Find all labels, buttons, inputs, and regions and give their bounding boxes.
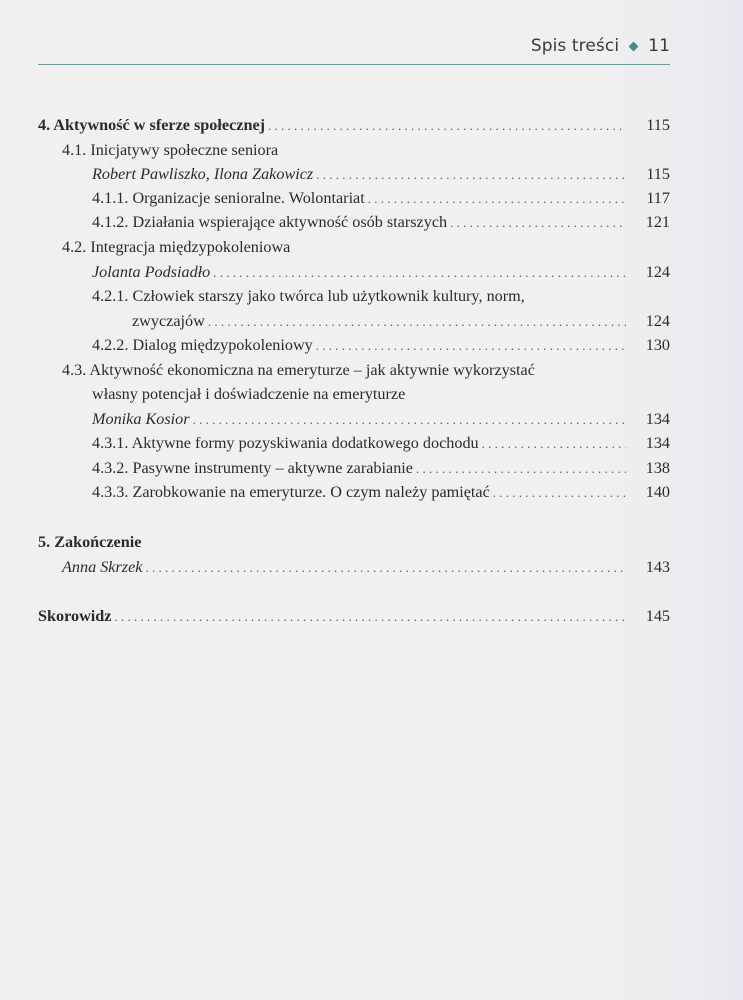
toc-entry-line <box>92 211 670 234</box>
leader-dots <box>268 115 626 137</box>
toc-page-number: 124 <box>645 263 670 281</box>
toc-entry-chapter <box>0 114 743 136</box>
toc-entry-chapter <box>0 531 743 553</box>
leader-dots <box>368 188 626 210</box>
toc-entry-author-names: Jolanta Podsiadło <box>92 263 211 281</box>
toc-entry-title: 4.3.1. Aktywne formy pozyskiwania dodatkowego dochodu <box>92 434 479 452</box>
toc-entry-line <box>38 531 141 553</box>
toc-entry-title: 4.2. Integracja międzypokoleniowa <box>62 238 291 256</box>
toc-entry-title: 4.2.1. Człowiek starszy jako twórca lub użytkownik kultury, norm, <box>92 287 525 305</box>
toc-page-number: 143 <box>645 558 670 576</box>
running-header <box>531 36 670 56</box>
toc-entry-section <box>0 359 743 381</box>
toc-entry-title: 4.3.3. Zarobkowanie na emeryturze. O czym należy pamiętać <box>92 483 490 501</box>
toc-entry-section <box>0 236 743 258</box>
toc-entry-section <box>0 139 743 161</box>
toc-entry-title: 4. Aktywność w sferze społecznej <box>38 116 266 134</box>
diamond-icon <box>629 41 639 51</box>
section-title: Spis treści <box>530 36 620 56</box>
toc-entry-title: zwyczajów <box>132 312 205 330</box>
toc-entry-line <box>92 383 405 405</box>
toc-entry-line <box>38 605 670 628</box>
toc-entry-subsection <box>0 187 743 209</box>
toc-page-number: 121 <box>645 213 670 231</box>
toc-entry-author <box>0 261 743 283</box>
leader-dots <box>114 606 626 628</box>
leader-dots <box>145 557 626 579</box>
toc-page-number: 124 <box>645 312 670 330</box>
leader-dots <box>316 335 626 357</box>
toc-entry-continuation <box>0 310 743 332</box>
toc-page-number: 134 <box>645 410 670 428</box>
toc-entry-subsection <box>0 285 743 307</box>
toc-entry-title: 4.3. Aktywność ekonomiczna na emeryturze – jak aktywnie wykorzystać <box>62 361 535 379</box>
toc-entry-line <box>92 163 670 186</box>
toc-entry-line <box>92 432 670 455</box>
toc-page-number: 130 <box>645 336 670 354</box>
toc-entry-line <box>62 556 670 579</box>
toc-entry-line <box>62 359 535 381</box>
toc-entry-subsection <box>0 211 743 233</box>
toc-entry-subsection <box>0 457 743 479</box>
leader-dots <box>208 311 626 333</box>
toc-page-number: 145 <box>645 607 670 625</box>
toc-entry-title: 4.3.2. Pasywne instrumenty – aktywne zarabianie <box>92 459 413 477</box>
toc-entry-title: 4.1. Inicjatywy społeczne seniora <box>62 141 279 159</box>
toc-page-number: 115 <box>646 165 670 183</box>
toc-entry-line <box>92 334 670 357</box>
toc-entry-author-names: Anna Skrzek <box>62 558 143 576</box>
toc-entry-line <box>62 139 278 161</box>
toc-entry-title: 4.1.1. Organizacje senioralne. Wolontariat <box>92 189 365 207</box>
toc-page-number: 117 <box>646 189 670 207</box>
toc-entry-subsection <box>0 481 743 503</box>
toc-entry-subsection <box>0 432 743 454</box>
header-rule <box>38 64 670 65</box>
toc-page-number: 140 <box>645 483 670 501</box>
toc-entry-line <box>92 261 670 284</box>
toc-entry-index <box>0 605 743 627</box>
toc-page-number: 138 <box>645 459 670 477</box>
toc-entry-author <box>0 408 743 430</box>
toc-entry-line <box>92 187 670 210</box>
toc-entry-line <box>92 481 670 504</box>
toc-entry-line <box>92 408 670 431</box>
toc-entry-line <box>38 114 670 137</box>
toc-entry-line <box>132 310 670 333</box>
toc-entry-title: 5. Zakończenie <box>38 533 142 551</box>
toc-entry-title: 4.2.2. Dialog międzypokoleniowy <box>92 336 313 354</box>
toc-entry-title: 4.1.2. Działania wspierające aktywność osób starszych <box>92 213 448 231</box>
leader-dots <box>493 482 626 504</box>
leader-dots <box>213 262 626 284</box>
toc-page-number: 115 <box>646 116 670 134</box>
leader-dots <box>316 164 626 186</box>
page-number: 11 <box>648 36 670 56</box>
toc-entry-title: Skorowidz <box>38 607 112 625</box>
toc-entry-line <box>92 457 670 480</box>
leader-dots <box>450 212 626 234</box>
leader-dots <box>193 409 626 431</box>
toc-entry-subsection <box>0 334 743 356</box>
toc-entry-author <box>0 163 743 185</box>
toc-entry-title: własny potencjał i doświadczenie na emeryturze <box>92 385 406 403</box>
toc-entry-author-names: Monika Kosior <box>92 410 190 428</box>
toc-entry-author <box>0 556 743 578</box>
leader-dots <box>482 433 626 455</box>
toc-page-number: 134 <box>645 434 670 452</box>
toc-entry-line <box>62 236 290 258</box>
toc-entry-line <box>92 285 525 307</box>
leader-dots <box>416 458 626 480</box>
toc-entry-continuation <box>0 383 743 405</box>
toc-entry-author-names: Robert Pawliszko, Ilona Zakowicz <box>92 165 314 183</box>
